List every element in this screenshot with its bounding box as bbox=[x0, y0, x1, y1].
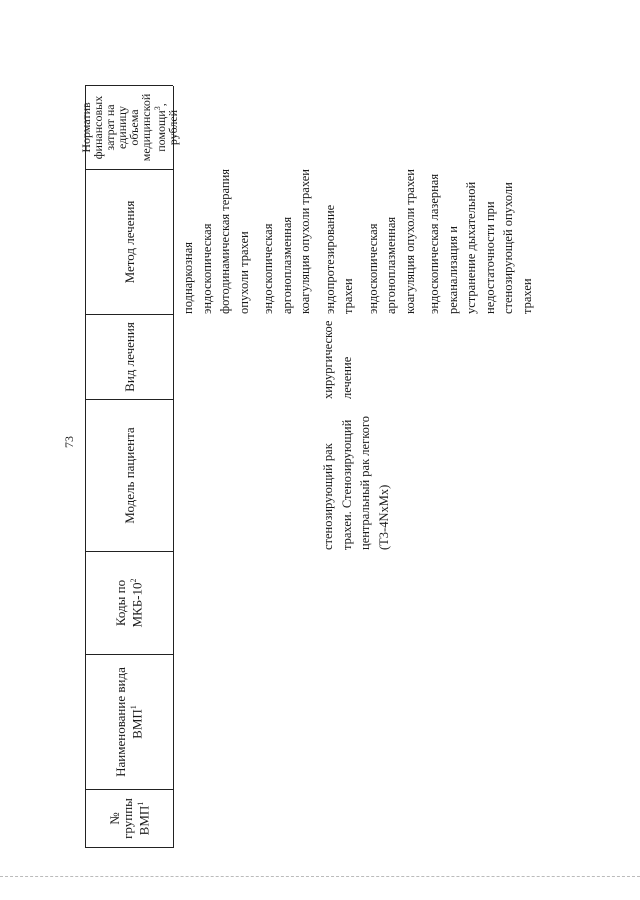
method-item: эндоскопическая аргоноплазменная коагуляция опухоли трахеи bbox=[261, 169, 312, 314]
header-treatment-method: Метод лечения bbox=[121, 200, 137, 284]
rotated-table bbox=[78, 68, 640, 848]
method-item: поднаркозная эндоскопическая фотодинамическая терапия опухоли трахеи bbox=[181, 168, 251, 314]
header-cost-standard: Норматив финансовых затрат на единицу объема медицинской помощи$^3$, рублей bbox=[78, 93, 180, 162]
header-patient-model: Модель пациента bbox=[121, 427, 137, 524]
method-item: эндопротезирование трахеи bbox=[322, 204, 355, 314]
header-icd-codes: Коды по МКБ-$10^2$ bbox=[113, 578, 145, 628]
header-treatment-type: Вид лечения bbox=[121, 322, 137, 392]
col-border-0 bbox=[85, 847, 173, 848]
method-item: эндоскопическая аргоноплазменная коагуляция опухоли трахеи bbox=[365, 169, 417, 314]
header-bottom-border bbox=[173, 86, 174, 848]
page-number: 73 bbox=[62, 436, 76, 448]
treatment-method-list bbox=[179, 168, 542, 314]
method-item: эндоскопическая лазерная реканализация и устранение дыхательной недостаточности при стенозирующей опухоли трахеи bbox=[427, 173, 534, 314]
header-group-number: № группы ВМП$^1$ bbox=[106, 798, 152, 839]
scan-edge-line bbox=[0, 876, 640, 878]
header-vmp-type-name: Наименование вида ВМП$^1$ bbox=[113, 667, 145, 777]
treatment-type-cell: хирургическое лечение bbox=[321, 320, 354, 399]
patient-model-cell: стенозирующий рак трахеи. Стенозирующий центральный рак легкого (T3-4NxMx) bbox=[321, 416, 391, 550]
